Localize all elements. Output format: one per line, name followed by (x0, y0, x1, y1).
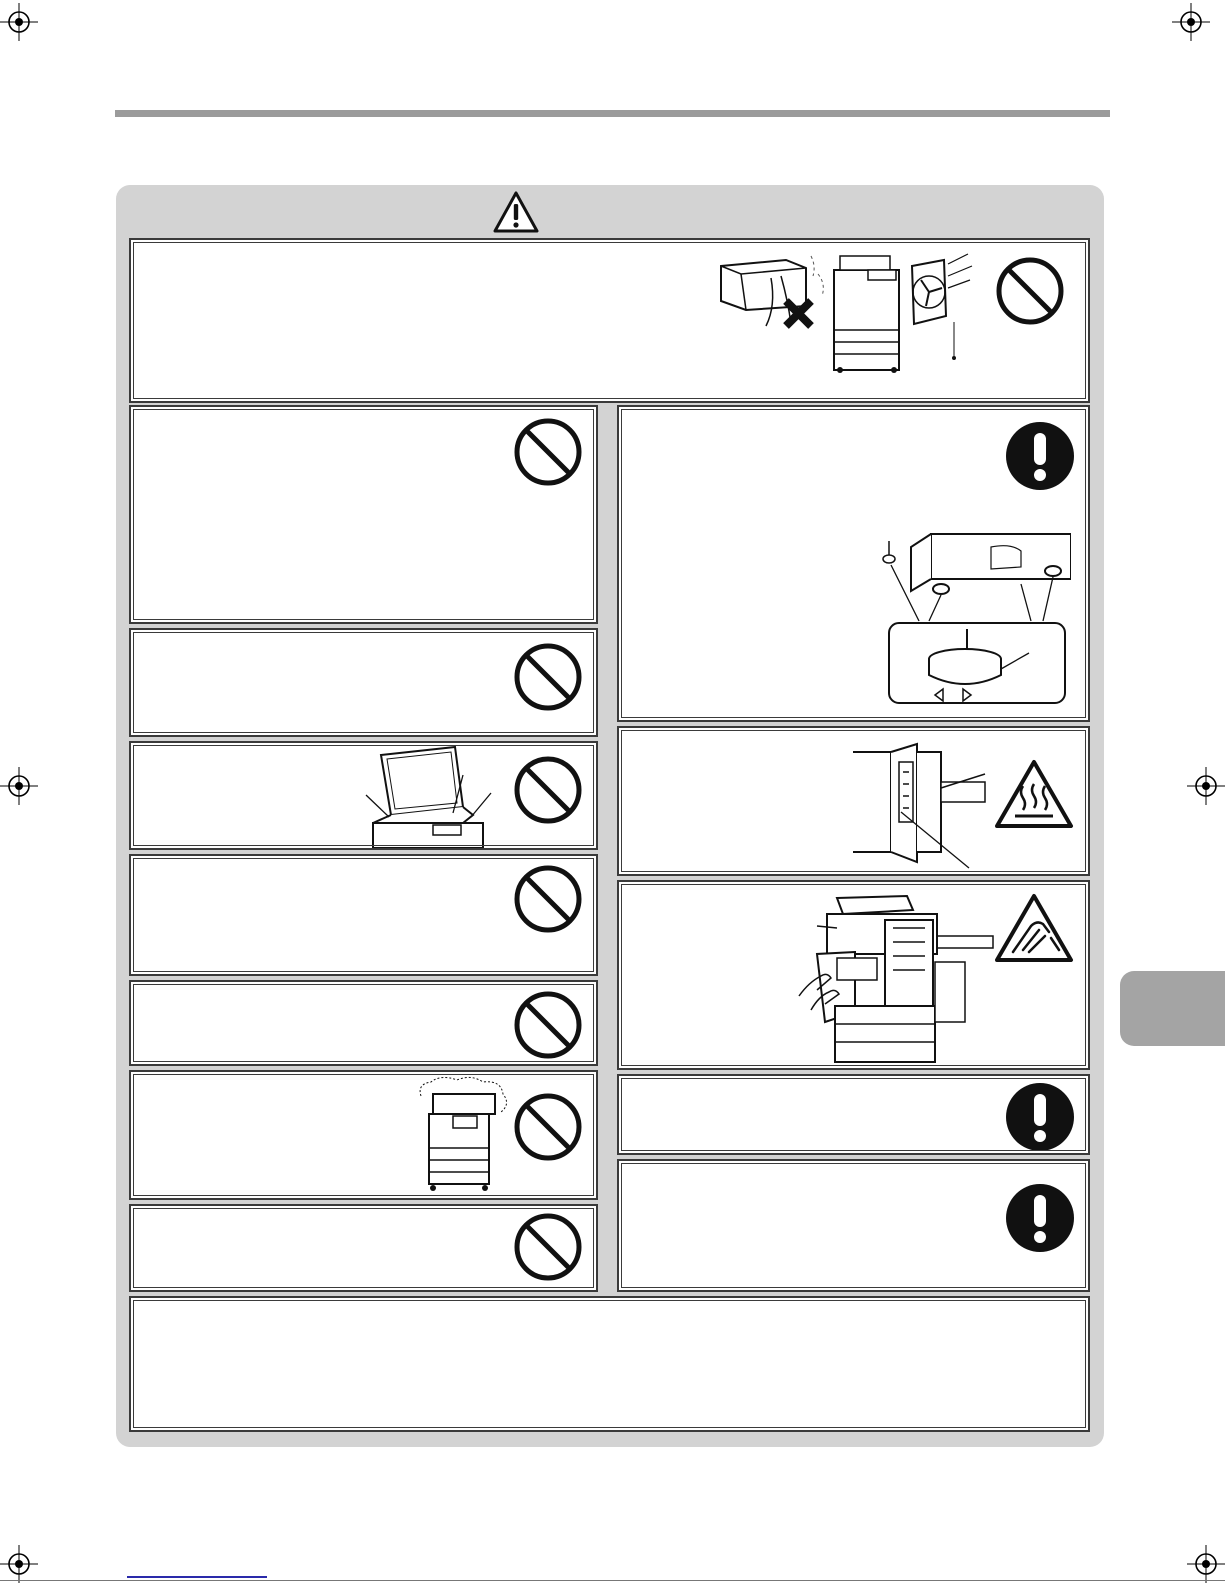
caution-item-left-6-ammonia (129, 1070, 598, 1200)
open-front-cover-illustration (797, 892, 997, 1068)
caution-item-left-5 (129, 980, 598, 1066)
warning-triangle-icon (492, 190, 540, 234)
hot-surface-icon (993, 758, 1075, 830)
fusing-area-illustration (851, 742, 991, 874)
prohibited-icon (513, 864, 583, 934)
registration-mark-bottom-right (1187, 1545, 1225, 1583)
registration-mark-top-right (1172, 3, 1210, 41)
caution-item-left-2 (129, 628, 598, 737)
prohibited-icon (513, 1092, 583, 1162)
document-glass-illustration (363, 745, 498, 848)
registration-mark-mid-left (0, 767, 38, 805)
prohibited-icon (995, 256, 1065, 326)
registration-mark-mid-right (1187, 767, 1225, 805)
registration-mark-icon (1187, 767, 1225, 805)
registration-mark-icon (0, 1545, 38, 1583)
mandatory-exclamation-icon (1005, 1183, 1075, 1253)
mandatory-exclamation-icon (1005, 1082, 1075, 1152)
prohibited-icon (513, 755, 583, 825)
registration-mark-icon (0, 767, 38, 805)
caution-item-left-4 (129, 854, 598, 976)
registration-mark-icon (0, 3, 38, 41)
caution-item-bottom (129, 1296, 1090, 1432)
caution-item-left-7 (129, 1204, 598, 1292)
adjuster-illustration (871, 529, 1071, 709)
caution-item-right-3-pinch (617, 880, 1090, 1070)
header-rule (115, 110, 1110, 117)
registration-mark-icon (1172, 3, 1210, 41)
prohibited-icon (513, 1212, 583, 1282)
caution-item-left-1 (129, 405, 598, 624)
caution-item-right-1-adjusters (617, 405, 1090, 722)
machine-fumes-illustration (413, 1076, 513, 1198)
page-bottom-rule (0, 1580, 1225, 1581)
prohibited-icon (513, 417, 583, 487)
caution-item-ventilation (129, 238, 1090, 403)
mandatory-exclamation-icon (1005, 421, 1075, 491)
ventilation-illustration (716, 246, 986, 376)
caution-item-right-2-hot-fusing (617, 726, 1090, 876)
registration-mark-icon (1187, 1545, 1225, 1583)
hand-pinch-icon (993, 892, 1075, 964)
prohibited-icon (513, 990, 583, 1060)
caution-item-right-5 (617, 1159, 1090, 1292)
prohibited-icon (513, 642, 583, 712)
caution-item-left-3-document-glass (129, 741, 598, 850)
chapter-tab (1120, 971, 1225, 1046)
caution-item-right-4 (617, 1074, 1090, 1155)
footer-link-underline[interactable] (127, 1576, 267, 1578)
registration-mark-top-left (0, 3, 38, 41)
registration-mark-bottom-left (0, 1545, 38, 1583)
